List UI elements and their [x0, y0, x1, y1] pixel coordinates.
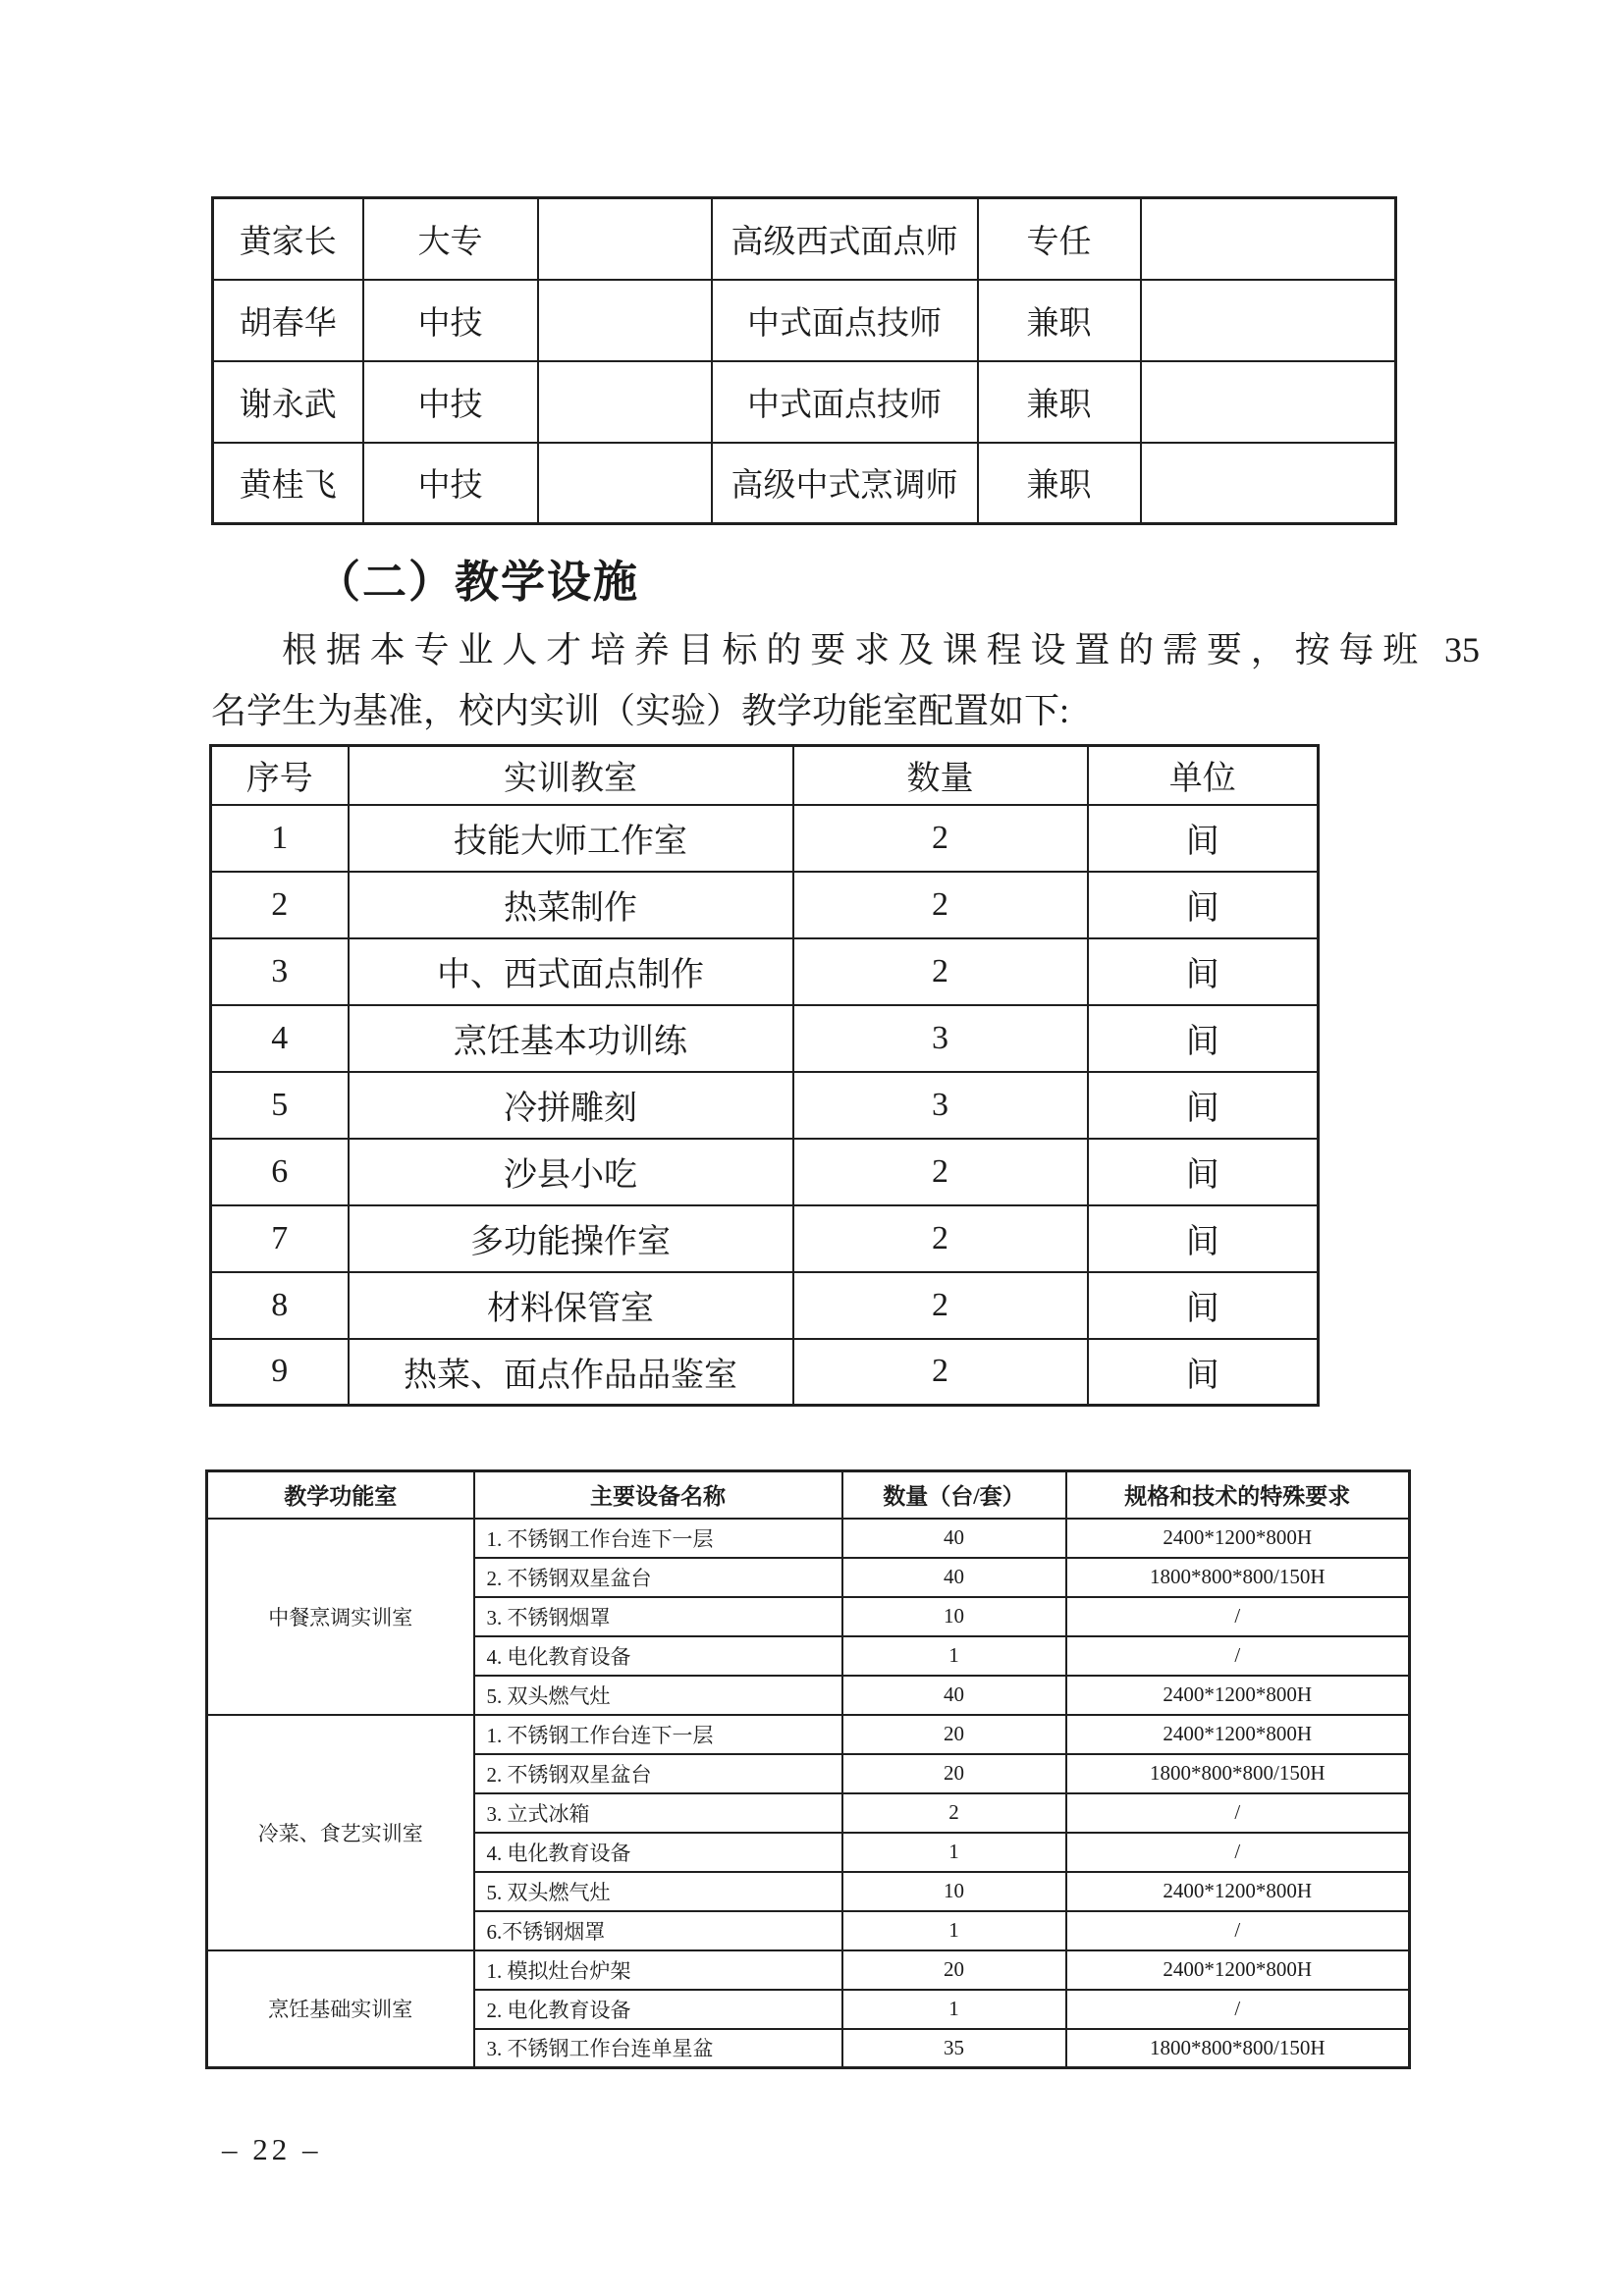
room-name: 技能大师工作室: [349, 805, 793, 872]
device-name: 1. 不锈钢工作台连下一层: [474, 1519, 842, 1558]
room-qty: 2: [793, 872, 1088, 938]
teacher-education: 中技: [363, 361, 538, 443]
room-qty: 2: [793, 1139, 1088, 1205]
device-spec: /: [1066, 1636, 1410, 1676]
teacher-title: 中式面点技师: [712, 361, 978, 443]
table-row: [213, 198, 1396, 280]
table-row: [213, 280, 1396, 361]
device-name: 5. 双头燃气灶: [474, 1872, 842, 1911]
teacher-name: 黄桂飞: [213, 443, 363, 524]
device-qty: 20: [842, 1950, 1066, 1990]
empty-cell: [538, 361, 712, 443]
room-no: 4: [211, 1005, 349, 1072]
empty-cell: [1141, 198, 1396, 280]
teacher-type: 兼职: [978, 443, 1141, 524]
paragraph-line: 根据本专业人才培养目标的要求及课程设置的需要，按每班 35: [282, 630, 1480, 669]
room-no: 5: [211, 1072, 349, 1139]
header-functional-room: 教学功能室: [207, 1471, 474, 1519]
room-qty: 2: [793, 938, 1088, 1005]
table-row: [207, 1715, 1410, 1754]
room-no: 1: [211, 805, 349, 872]
device-qty: 2: [842, 1793, 1066, 1833]
room-no: 2: [211, 872, 349, 938]
empty-cell: [538, 198, 712, 280]
device-spec: 2400*1200*800H: [1066, 1676, 1410, 1715]
device-name: 3. 不锈钢工作台连单星盆: [474, 2029, 842, 2068]
paragraph-line: 名学生为基准，校内实训（实验）教学功能室配置如下:: [211, 691, 1070, 730]
device-name: 2. 不锈钢双星盆台: [474, 1754, 842, 1793]
table-header-row: [207, 1471, 1410, 1519]
room-no: 6: [211, 1139, 349, 1205]
empty-cell: [1141, 443, 1396, 524]
device-name: 2. 电化教育设备: [474, 1990, 842, 2029]
device-spec: 2400*1200*800H: [1066, 1519, 1410, 1558]
device-spec: 1800*800*800/150H: [1066, 2029, 1410, 2068]
device-name: 5. 双头燃气灶: [474, 1676, 842, 1715]
device-spec: 2400*1200*800H: [1066, 1715, 1410, 1754]
device-qty: 10: [842, 1597, 1066, 1636]
room-name: 热菜、面点作品品鉴室: [349, 1339, 793, 1406]
room-unit: 间: [1088, 1339, 1319, 1406]
header-qty: 数量: [793, 746, 1088, 805]
teacher-education: 中技: [363, 443, 538, 524]
teacher-name: 胡春华: [213, 280, 363, 361]
device-qty: 35: [842, 2029, 1066, 2068]
room-unit: 间: [1088, 805, 1319, 872]
intro-paragraph: [211, 619, 1480, 741]
table-header-row: [211, 746, 1319, 805]
device-name: 3. 不锈钢烟罩: [474, 1597, 842, 1636]
room-no: 8: [211, 1272, 349, 1339]
table-row: [213, 361, 1396, 443]
device-qty: 10: [842, 1872, 1066, 1911]
header-no: 序号: [211, 746, 349, 805]
device-spec: /: [1066, 1597, 1410, 1636]
teacher-education: 大专: [363, 198, 538, 280]
room-name: 中、西式面点制作: [349, 938, 793, 1005]
device-qty: 1: [842, 1990, 1066, 2029]
device-qty: 1: [842, 1911, 1066, 1950]
functional-room-name: 烹饪基础实训室: [207, 1950, 474, 2068]
header-device-name: 主要设备名称: [474, 1471, 842, 1519]
header-unit: 单位: [1088, 746, 1319, 805]
device-spec: /: [1066, 1833, 1410, 1872]
room-name: 冷拼雕刻: [349, 1072, 793, 1139]
empty-cell: [1141, 280, 1396, 361]
device-spec: 2400*1200*800H: [1066, 1950, 1410, 1990]
room-name: 材料保管室: [349, 1272, 793, 1339]
device-qty: 40: [842, 1558, 1066, 1597]
table-row: [211, 805, 1319, 872]
training-room-table: [209, 744, 1317, 1407]
device-qty: 40: [842, 1676, 1066, 1715]
room-name: 多功能操作室: [349, 1205, 793, 1272]
table-row: [211, 1272, 1319, 1339]
section-heading: （二）教学设施: [316, 558, 640, 607]
room-name: 沙县小吃: [349, 1139, 793, 1205]
device-spec: 1800*800*800/150H: [1066, 1558, 1410, 1597]
device-qty: 20: [842, 1715, 1066, 1754]
room-qty: 2: [793, 1339, 1088, 1406]
device-qty: 20: [842, 1754, 1066, 1793]
teacher-name: 黄家长: [213, 198, 363, 280]
room-qty: 2: [793, 1272, 1088, 1339]
room-name: 热菜制作: [349, 872, 793, 938]
header-room: 实训教室: [349, 746, 793, 805]
table-row: [211, 1205, 1319, 1272]
room-no: 9: [211, 1339, 349, 1406]
device-name: 3. 立式冰箱: [474, 1793, 842, 1833]
device-spec: 2400*1200*800H: [1066, 1872, 1410, 1911]
device-name: 4. 电化教育设备: [474, 1833, 842, 1872]
table-row: [211, 1072, 1319, 1139]
page-number: – 22 –: [222, 2132, 322, 2166]
room-unit: 间: [1088, 1205, 1319, 1272]
table-row: [211, 872, 1319, 938]
device-qty: 1: [842, 1833, 1066, 1872]
room-qty: 3: [793, 1005, 1088, 1072]
room-qty: 3: [793, 1072, 1088, 1139]
teacher-type: 兼职: [978, 361, 1141, 443]
table-row: [207, 1519, 1410, 1558]
teacher-education: 中技: [363, 280, 538, 361]
empty-cell: [538, 280, 712, 361]
device-name: 4. 电化教育设备: [474, 1636, 842, 1676]
header-qty: 数量（台/套）: [842, 1471, 1066, 1519]
room-unit: 间: [1088, 1139, 1319, 1205]
teacher-type: 专任: [978, 198, 1141, 280]
table-row: [211, 1005, 1319, 1072]
device-spec: /: [1066, 1990, 1410, 2029]
functional-room-name: 冷菜、食艺实训室: [207, 1715, 474, 1950]
room-unit: 间: [1088, 1072, 1319, 1139]
table-row: [211, 1339, 1319, 1406]
empty-cell: [1141, 361, 1396, 443]
teacher-name: 谢永武: [213, 361, 363, 443]
device-qty: 40: [842, 1519, 1066, 1558]
room-name: 烹饪基本功训练: [349, 1005, 793, 1072]
device-name: 2. 不锈钢双星盆台: [474, 1558, 842, 1597]
room-unit: 间: [1088, 938, 1319, 1005]
empty-cell: [538, 443, 712, 524]
teacher-table: [211, 196, 1394, 525]
device-spec: /: [1066, 1793, 1410, 1833]
teacher-title: 高级西式面点师: [712, 198, 978, 280]
teacher-title: 中式面点技师: [712, 280, 978, 361]
room-no: 7: [211, 1205, 349, 1272]
room-unit: 间: [1088, 1272, 1319, 1339]
device-name: 1. 不锈钢工作台连下一层: [474, 1715, 842, 1754]
device-qty: 1: [842, 1636, 1066, 1676]
device-name: 1. 模拟灶台炉架: [474, 1950, 842, 1990]
room-qty: 2: [793, 805, 1088, 872]
equipment-table: [205, 1469, 1408, 2069]
header-spec: 规格和技术的特殊要求: [1066, 1471, 1410, 1519]
device-name: 6.不锈钢烟罩: [474, 1911, 842, 1950]
table-row: [211, 938, 1319, 1005]
room-unit: 间: [1088, 1005, 1319, 1072]
device-spec: /: [1066, 1911, 1410, 1950]
room-qty: 2: [793, 1205, 1088, 1272]
teacher-title: 高级中式烹调师: [712, 443, 978, 524]
teacher-type: 兼职: [978, 280, 1141, 361]
functional-room-name: 中餐烹调实训室: [207, 1519, 474, 1715]
table-row: [207, 1950, 1410, 1990]
table-row: [211, 1139, 1319, 1205]
table-row: [213, 443, 1396, 524]
room-no: 3: [211, 938, 349, 1005]
device-spec: 1800*800*800/150H: [1066, 1754, 1410, 1793]
room-unit: 间: [1088, 872, 1319, 938]
